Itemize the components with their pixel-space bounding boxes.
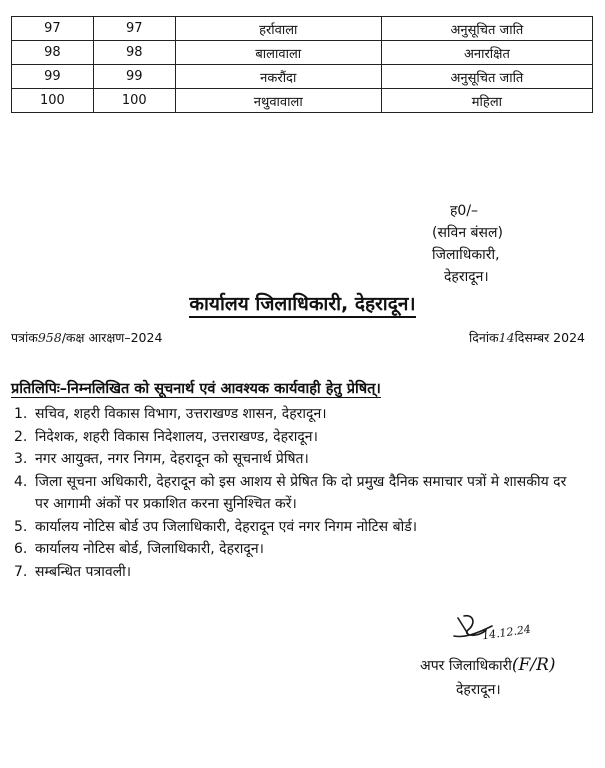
list-item-text: सम्बन्धित पत्रावली।	[35, 563, 132, 580]
list-item-number: 1.	[14, 406, 28, 422]
serial-cell: 97	[12, 17, 94, 41]
additional-dm-place: देहरादून।	[456, 682, 501, 698]
ward-name-cell: नथुवावाला	[175, 89, 381, 113]
list-item	[11, 561, 581, 584]
list-item-text: नगर आयुक्त, नगर निगम, देहरादून को सूचनार्थ प्रेषित।	[35, 451, 309, 467]
list-item-number: 3.	[14, 451, 28, 467]
list-item-number: 6.	[14, 541, 28, 557]
list-item	[11, 471, 581, 516]
ward-number-cell: 100	[93, 89, 175, 113]
table-row	[12, 17, 593, 41]
reference-date: दिनांक14दिसम्बर 2024	[469, 330, 585, 345]
list-item	[11, 516, 581, 539]
ward-name-cell: हर्रावाला	[175, 17, 381, 41]
signatory-place: देहरादून।	[444, 269, 489, 285]
list-item-number: 5.	[14, 518, 28, 535]
category-cell: अनुसूचित जाति	[381, 17, 592, 41]
list-item	[11, 426, 581, 449]
ward-name-cell: बालावाला	[175, 41, 381, 65]
list-item-text: सचिव, शहरी विकास विभाग, उत्तराखण्ड शासन, देहरादून।	[35, 406, 327, 422]
additional-dm-designation: अपर जिलाधिकारी	[420, 658, 512, 674]
list-item-text: निदेशक, शहरी विकास निदेशालय, उत्तराखण्ड, देहरादून।	[35, 428, 318, 445]
table-row	[12, 65, 593, 89]
list-item	[11, 448, 581, 471]
list-item-text: जिला सूचना अधिकारी, देहरादून को इस आशय से प्रेषित कि दो प्रमुख दैनिक समाचार पत्रों मे शासकीय दर पर आगामी अंकों पर प्रकाशित करना सुनिश्चित करें।	[35, 473, 567, 512]
table-row	[12, 89, 593, 113]
serial-cell: 98	[12, 41, 94, 65]
reference-number-value: 958	[37, 330, 62, 345]
reference-date-day: 14	[498, 330, 515, 345]
list-item	[11, 403, 581, 426]
category-cell: महिला	[381, 89, 592, 113]
handwritten-date: 14.12.24	[481, 622, 532, 643]
ward-name-cell: नकरौंदा	[175, 65, 381, 89]
fr-mark: (F/R)	[511, 655, 556, 675]
signatory-designation: जिलाधिकारी,	[432, 247, 500, 263]
ward-number-cell: 99	[93, 65, 175, 89]
office-title: कार्यालय जिलाधिकारी, देहरादून।	[0, 290, 605, 316]
list-item-number: 7.	[14, 563, 28, 580]
copy-heading: प्रतिलिपिः–निम्नलिखित को सूचनार्थ एवं आवश्यक कार्यवाही हेतु प्रेषित्।	[11, 381, 381, 397]
copy-list	[11, 403, 581, 583]
category-cell: अनारक्षित	[381, 41, 592, 65]
table-row	[12, 41, 593, 65]
list-item-number: 4.	[14, 473, 28, 490]
ward-number-cell: 98	[93, 41, 175, 65]
additional-dm-block	[420, 653, 556, 702]
signature-block	[432, 200, 503, 288]
list-item	[11, 538, 581, 561]
reference-number: पत्रांक958/कक्ष आरक्षण–2024	[11, 330, 163, 345]
list-item-number: 2.	[14, 428, 28, 445]
list-item-text: कार्यालय नोटिस बोर्ड, जिलाधिकारी, देहरादून।	[35, 541, 264, 557]
serial-cell: 100	[12, 89, 94, 113]
signed-mark: ह0/–	[450, 203, 479, 219]
list-item-text: कार्यालय नोटिस बोर्ड उप जिलाधिकारी, देहरादून एवं नगर निगम नोटिस बोर्ड।	[35, 518, 417, 535]
signatory-name: (सविन बंसल)	[432, 225, 503, 241]
ward-number-cell: 97	[93, 17, 175, 41]
serial-cell: 99	[12, 65, 94, 89]
reservation-table	[11, 16, 593, 113]
category-cell: अनुसूचित जाति	[381, 65, 592, 89]
